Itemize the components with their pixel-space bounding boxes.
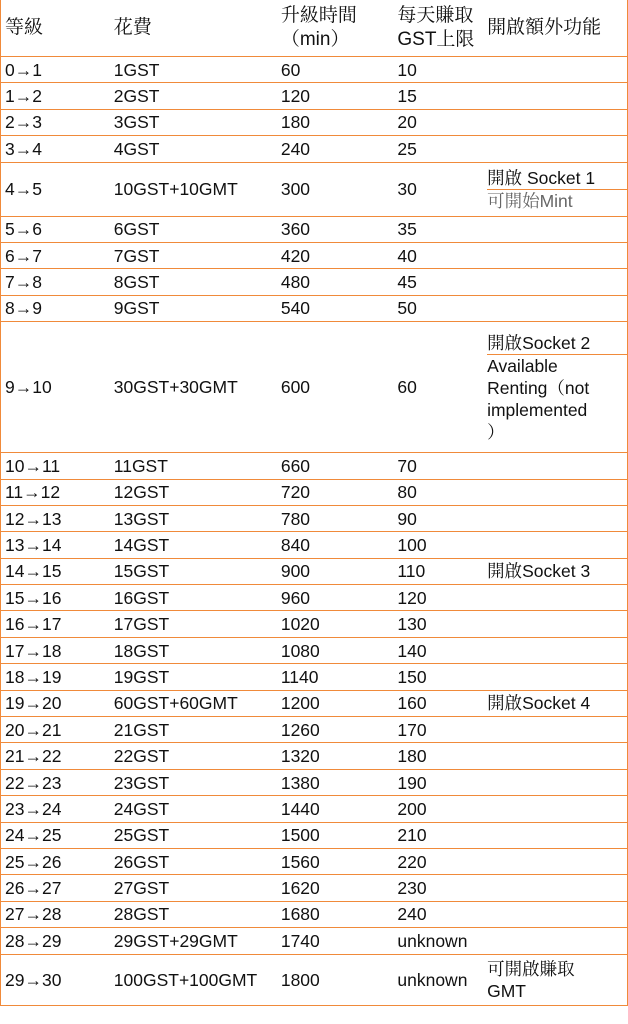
extra-line: Available (487, 355, 558, 376)
cell-cost: 10GST+10GMT (109, 162, 276, 216)
table-row (1, 136, 628, 162)
cell-level: 8→9 (1, 295, 109, 321)
table-row (1, 796, 628, 822)
cell-cost: 18GST (109, 637, 276, 663)
table-row (1, 109, 628, 135)
header-time-line1: 升級時間 (280, 5, 357, 26)
cell-cap: 25 (392, 136, 482, 162)
cell-cap: 210 (392, 822, 482, 848)
cell-extra (482, 242, 627, 268)
extra-line: 可開始Mint (487, 190, 573, 211)
cell-cost: 26GST (109, 848, 276, 874)
cell-time: 840 (276, 532, 393, 558)
cell-extra (482, 822, 627, 848)
cell-cost: 21GST (109, 717, 276, 743)
cell-extra (482, 83, 627, 109)
cell-extra (482, 109, 627, 135)
cell-level: 3→4 (1, 136, 109, 162)
cell-level: 15→16 (1, 585, 109, 611)
cell-cap: 100 (392, 532, 482, 558)
table-row (1, 928, 628, 955)
cell-cost: 23GST (109, 769, 276, 795)
extra-line: GMT (487, 981, 526, 1002)
table-row (1, 822, 628, 848)
cell-cost: 24GST (109, 796, 276, 822)
cell-extra (482, 955, 627, 1006)
cell-extra (482, 136, 627, 162)
cell-time: 1560 (276, 848, 393, 874)
cell-cost: 11GST (109, 453, 276, 479)
cell-cost: 8GST (109, 269, 276, 295)
cell-extra (482, 848, 627, 874)
cell-extra (482, 664, 627, 690)
cell-cap: 30 (392, 162, 482, 216)
header-cap (392, 0, 482, 57)
cell-level: 10→11 (1, 453, 109, 479)
cell-cost: 15GST (109, 558, 276, 584)
cell-extra: 開啟Socket 4 (482, 690, 627, 716)
table-row (1, 664, 628, 690)
extra-line: 可開啟賺取 (487, 959, 575, 980)
cell-cap: 190 (392, 769, 482, 795)
cell-cost: 100GST+100GMT (109, 955, 276, 1006)
cell-cost: 9GST (109, 295, 276, 321)
table-row (1, 162, 628, 216)
cell-extra (482, 743, 627, 769)
table-row (1, 532, 628, 558)
cell-cap: 50 (392, 295, 482, 321)
cell-time: 240 (276, 136, 393, 162)
cell-cost: 27GST (109, 875, 276, 901)
cell-time: 540 (276, 295, 393, 321)
cell-time: 1620 (276, 875, 393, 901)
cell-extra: 開啟Socket 3 (482, 558, 627, 584)
cell-cost: 12GST (109, 479, 276, 505)
cell-time: 1200 (276, 690, 393, 716)
cell-level: 22→23 (1, 769, 109, 795)
table-row (1, 637, 628, 663)
table-row (1, 505, 628, 531)
cell-cap: 90 (392, 505, 482, 531)
cell-extra (482, 585, 627, 611)
cell-extra (482, 269, 627, 295)
table-row (1, 690, 628, 716)
cell-time: 1740 (276, 928, 393, 955)
cell-cost: 1GST (109, 57, 276, 83)
cell-time: 300 (276, 162, 393, 216)
cell-level: 7→8 (1, 269, 109, 295)
cell-cost: 30GST+30GMT (109, 322, 276, 453)
extra-line: ） (487, 421, 505, 442)
cell-time: 1080 (276, 637, 393, 663)
cell-level: 28→29 (1, 928, 109, 955)
table-row (1, 901, 628, 927)
cell-time: 1140 (276, 664, 393, 690)
cell-extra (482, 216, 627, 242)
cell-level: 9→10 (1, 322, 109, 453)
cell-cap: 70 (392, 453, 482, 479)
cell-time: 1680 (276, 901, 393, 927)
cell-cap: 15 (392, 83, 482, 109)
cell-level: 21→22 (1, 743, 109, 769)
cell-time: 360 (276, 216, 393, 242)
table-row (1, 479, 628, 505)
cell-level: 13→14 (1, 532, 109, 558)
cell-cap: unknown (392, 928, 482, 955)
cell-cost: 2GST (109, 83, 276, 109)
cell-cap: 35 (392, 216, 482, 242)
extra-line: 開啟 Socket 1 (487, 167, 627, 190)
cell-level: 4→5 (1, 162, 109, 216)
table-row (1, 743, 628, 769)
cell-extra (482, 162, 627, 216)
cell-cap: 140 (392, 637, 482, 663)
table-row (1, 57, 628, 83)
cell-cap: unknown (392, 955, 482, 1006)
cell-cap: 80 (392, 479, 482, 505)
cell-time: 1380 (276, 769, 393, 795)
table-row (1, 216, 628, 242)
table-row (1, 295, 628, 321)
cell-time: 660 (276, 453, 393, 479)
table-row (1, 955, 628, 1006)
cell-level: 29→30 (1, 955, 109, 1006)
cell-time: 1800 (276, 955, 393, 1006)
cell-time: 1260 (276, 717, 393, 743)
table-row (1, 83, 628, 109)
table-row (1, 611, 628, 637)
cell-extra (482, 875, 627, 901)
cell-cost: 16GST (109, 585, 276, 611)
cell-level: 14→15 (1, 558, 109, 584)
table-row (1, 717, 628, 743)
extra-line: implemented (487, 399, 588, 420)
header-time (276, 0, 393, 57)
cell-extra (482, 532, 627, 558)
cell-cost: 13GST (109, 505, 276, 531)
table-row (1, 848, 628, 874)
cell-time: 1440 (276, 796, 393, 822)
table-row (1, 242, 628, 268)
table-row (1, 269, 628, 295)
cell-time: 960 (276, 585, 393, 611)
cell-extra (482, 295, 627, 321)
extra-line: Renting（not (487, 377, 590, 398)
cell-cap: 45 (392, 269, 482, 295)
cell-extra (482, 453, 627, 479)
cell-extra (482, 796, 627, 822)
cell-extra (482, 479, 627, 505)
cell-level: 23→24 (1, 796, 109, 822)
header-cost: 花費 (109, 0, 276, 57)
table-header-row (1, 0, 628, 57)
cell-time: 600 (276, 322, 393, 453)
cell-time: 60 (276, 57, 393, 83)
header-cap-line2: GST上限 (397, 29, 475, 50)
table-row (1, 453, 628, 479)
cell-level: 1→2 (1, 83, 109, 109)
cell-cost: 29GST+29GMT (109, 928, 276, 955)
cell-level: 5→6 (1, 216, 109, 242)
cell-extra (482, 322, 627, 453)
cell-cap: 150 (392, 664, 482, 690)
cell-cap: 160 (392, 690, 482, 716)
cell-level: 17→18 (1, 637, 109, 663)
cell-cost: 28GST (109, 901, 276, 927)
cell-time: 900 (276, 558, 393, 584)
cell-time: 120 (276, 83, 393, 109)
header-time-line2: （min） (280, 29, 350, 50)
cell-cap: 40 (392, 242, 482, 268)
cell-cost: 25GST (109, 822, 276, 848)
cell-level: 20→21 (1, 717, 109, 743)
cell-time: 1020 (276, 611, 393, 637)
cell-level: 18→19 (1, 664, 109, 690)
cell-extra (482, 717, 627, 743)
table-row (1, 875, 628, 901)
table-row (1, 322, 628, 453)
cell-extra (482, 637, 627, 663)
cell-level: 6→7 (1, 242, 109, 268)
cell-cost: 60GST+60GMT (109, 690, 276, 716)
cell-time: 420 (276, 242, 393, 268)
extra-line: 開啟Socket 2 (487, 332, 627, 355)
cell-level: 16→17 (1, 611, 109, 637)
cell-cost: 14GST (109, 532, 276, 558)
cell-extra (482, 769, 627, 795)
cell-level: 11→12 (1, 479, 109, 505)
cell-extra (482, 505, 627, 531)
cell-cost: 22GST (109, 743, 276, 769)
cell-level: 27→28 (1, 901, 109, 927)
cell-time: 780 (276, 505, 393, 531)
cell-cap: 170 (392, 717, 482, 743)
table-row (1, 769, 628, 795)
cell-cost: 4GST (109, 136, 276, 162)
cell-extra (482, 57, 627, 83)
cell-extra (482, 611, 627, 637)
cell-time: 180 (276, 109, 393, 135)
cell-cap: 220 (392, 848, 482, 874)
cell-cap: 10 (392, 57, 482, 83)
cell-cap: 180 (392, 743, 482, 769)
cell-level: 2→3 (1, 109, 109, 135)
cell-time: 1500 (276, 822, 393, 848)
cell-cost: 3GST (109, 109, 276, 135)
cell-time: 480 (276, 269, 393, 295)
cell-level: 24→25 (1, 822, 109, 848)
header-extra: 開啟額外功能 (482, 0, 627, 57)
cell-level: 25→26 (1, 848, 109, 874)
cell-extra (482, 928, 627, 955)
cell-cap: 240 (392, 901, 482, 927)
cell-level: 0→1 (1, 57, 109, 83)
cell-cost: 19GST (109, 664, 276, 690)
cell-cap: 60 (392, 322, 482, 453)
cell-cost: 7GST (109, 242, 276, 268)
cell-extra (482, 901, 627, 927)
cell-cap: 120 (392, 585, 482, 611)
cell-cap: 130 (392, 611, 482, 637)
cell-level: 12→13 (1, 505, 109, 531)
cell-cap: 230 (392, 875, 482, 901)
cell-cost: 6GST (109, 216, 276, 242)
cell-cap: 110 (392, 558, 482, 584)
header-level: 等級 (1, 0, 109, 57)
cell-cost: 17GST (109, 611, 276, 637)
cell-cap: 200 (392, 796, 482, 822)
table-row (1, 585, 628, 611)
cell-level: 26→27 (1, 875, 109, 901)
cell-level: 19→20 (1, 690, 109, 716)
cell-cap: 20 (392, 109, 482, 135)
table-row (1, 558, 628, 584)
header-cap-line1: 每天賺取 (397, 5, 474, 26)
cell-time: 720 (276, 479, 393, 505)
cell-time: 1320 (276, 743, 393, 769)
